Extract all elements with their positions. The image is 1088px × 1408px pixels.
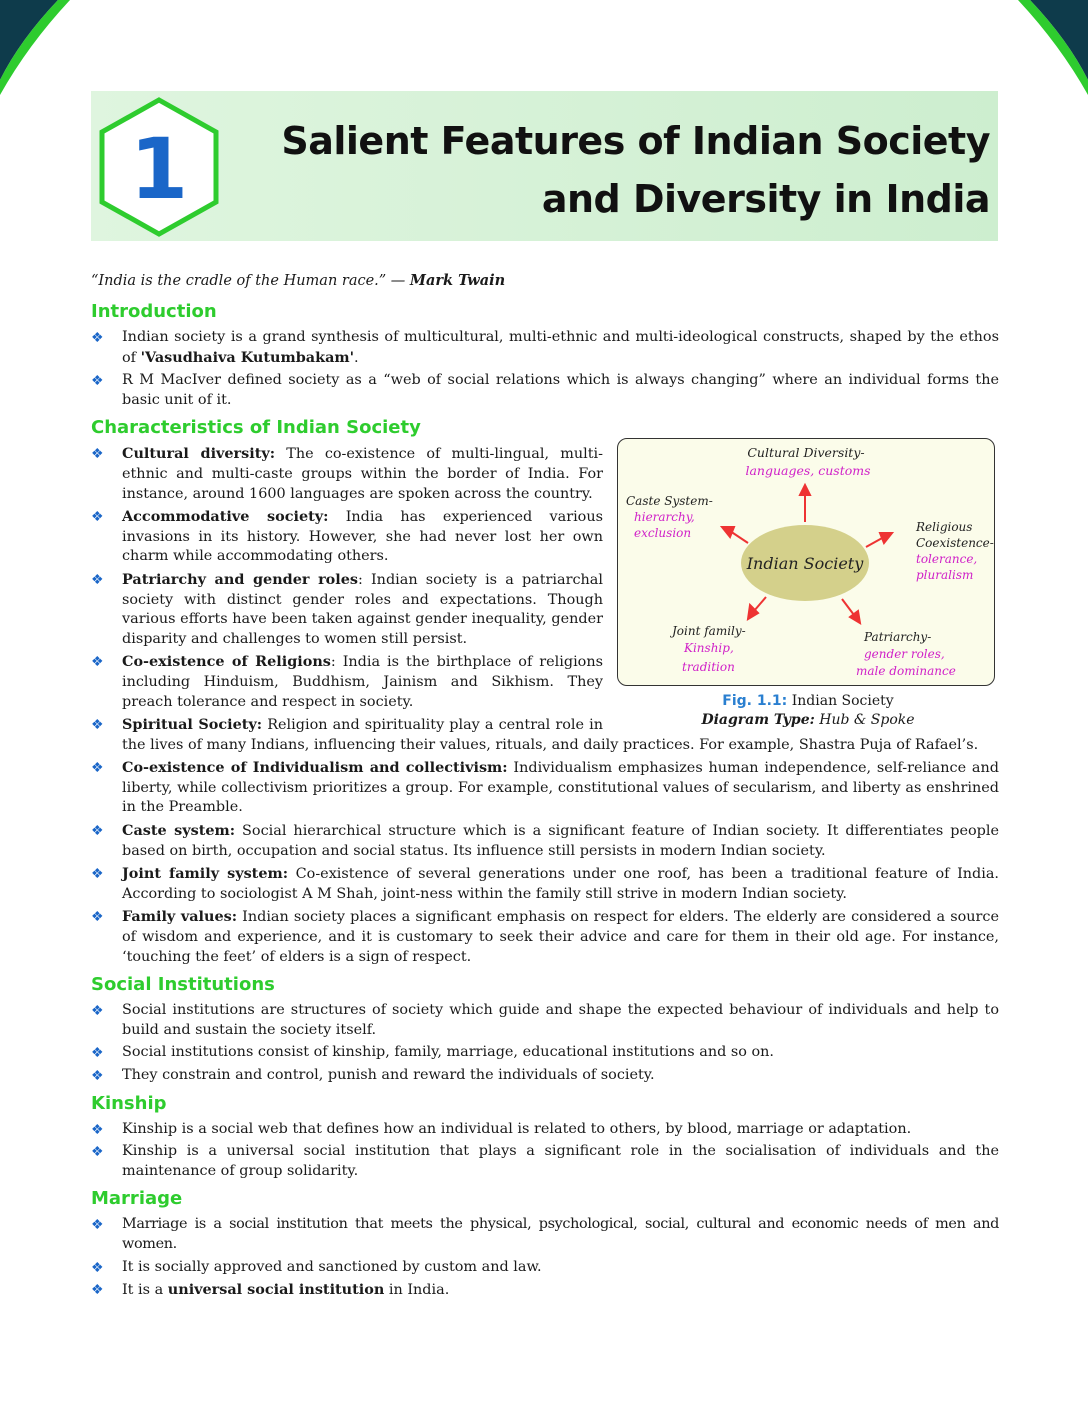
religious-sub2: pluralism	[916, 568, 974, 583]
bullet-icon: ❖	[91, 1121, 104, 1138]
caste-sub2: exclusion	[634, 526, 692, 541]
list-item: ❖ Cultural diversity: The co-existence of multi-lingual, multi-ethnic and multi-caste groups within the border of India. For instance, around 1600 languages are spoken across the country.	[91, 445, 603, 502]
main-content	[91, 300, 999, 1307]
section-heading-introduction: Introduction	[91, 301, 217, 322]
diagram-type-value: Hub & Spoke	[819, 712, 915, 729]
bullet-icon: ❖	[91, 654, 104, 671]
bullet-icon: ❖	[91, 866, 104, 883]
bullet-icon: ❖	[91, 373, 104, 390]
patriarchy-sub1: gender roles,	[864, 647, 945, 662]
introduction-list	[91, 328, 999, 410]
kinship-list	[91, 1120, 999, 1182]
bullet-icon: ❖	[91, 1068, 104, 1084]
list-item: ❖ Marriage is a social institution that meets the physical, psychological, social, cultural and economic needs of men and women.	[91, 1216, 999, 1252]
list-item: ❖ It is a universal social institution in India.	[91, 1280, 999, 1301]
epigraph-quote	[91, 272, 505, 289]
religious-sub1: tolerance,	[916, 552, 978, 567]
religious-label2: Coexistence-	[916, 536, 994, 551]
list-item: ❖ It is socially approved and sanctioned by custom and law.	[91, 1258, 999, 1278]
list-item: ❖ Kinship is a social web that defines how an individual is related to others, by blood, marriage or adaptation.	[91, 1120, 999, 1140]
bullet-icon: ❖	[91, 823, 104, 840]
bullet-icon: ❖	[91, 1003, 104, 1020]
marriage-list	[91, 1215, 999, 1300]
joint-sub2: tradition	[682, 660, 735, 675]
caste-label: Caste System-	[626, 494, 713, 509]
list-item: ❖ R M MacIver defined society as a “web of social relations which is always changing” where an individual forms the basic unit of it.	[91, 372, 999, 408]
hub-label: Indian Society	[746, 554, 864, 574]
bullet-icon: ❖	[91, 909, 104, 926]
cultural-sub: languages, customs	[745, 463, 871, 479]
chapter-title-line2: and Diversity in India	[541, 177, 990, 221]
characteristics-list	[91, 444, 999, 967]
list-item: ❖ Family values: Indian society places a significant emphasis on respect for elders. The elderly are considered a source of wisdom and experience, and it is customary to seek their advice and care for them in their old age. For instance, ‘touching the feet’ of elders is a sign of respect.	[91, 908, 999, 965]
list-item: ❖ Social institutions consist of kinship, family, marriage, educational institutions and so on.	[91, 1043, 999, 1063]
diagram-type-label: Diagram Type:	[701, 712, 815, 729]
cultural-label: Cultural Diversity-	[747, 445, 865, 461]
list-item: ❖ Social institutions are structures of society which guide and shape the expected behaviour of individuals and help to build and sustain the society itself.	[91, 1002, 999, 1038]
list-item: ❖ Spiritual Society: Religion and spirituality play a central role in the lives of many Indians, influencing their values, rituals, and daily practices. For example, Shastra Puja of Rafael’s.	[91, 716, 979, 753]
bullet-icon: ❖	[91, 509, 104, 526]
social-institutions-list	[91, 1001, 999, 1085]
list-item: ❖ They constrain and control, punish and reward the individuals of society.	[91, 1066, 999, 1086]
list-item: ❖ Accommodative society: India has experienced various invasions in its history. However, she had never lost her own charm while accommodating others.	[91, 508, 603, 565]
religious-label1: Religious	[916, 520, 973, 535]
chapter-title-line1: Salient Features of Indian Society	[281, 119, 990, 163]
quote-author: Mark Twain	[409, 272, 506, 289]
section-heading-social-institutions: Social Institutions	[91, 974, 275, 996]
patriarchy-sub2: male dominance	[856, 664, 956, 679]
joint-label: Joint family-	[672, 624, 746, 639]
bullet-icon: ❖	[91, 1259, 104, 1276]
caste-sub1: hierarchy,	[634, 510, 695, 525]
bullet-icon: ❖	[91, 330, 104, 346]
list-item: ❖ Indian society is a grand synthesis of multicultural, multi-ethnic and multi-ideological constructs, shaped by the ethos of 'Vasudhaiva Kutumbakam'.	[91, 329, 999, 366]
section-heading-marriage: Marriage	[91, 1188, 183, 1210]
quote-text: “India is the cradle of the Human race.” —	[91, 273, 406, 289]
figure-label: Fig. 1.1:	[722, 693, 788, 710]
bullet-icon: ❖	[91, 446, 104, 463]
list-item: ❖ Co-existence of Religions: India is the birthplace of religions including Hinduism, Buddhism, Jainism and Sikhism. They preach tolerance and respect in society.	[91, 653, 603, 710]
section-heading-characteristics: Characteristics of Indian Society	[91, 417, 421, 439]
list-item: ❖ Caste system: Social hierarchical structure which is a significant feature of Indian society. It differentiates people based on birth, occupation and social status. Its influence still persists in modern Indian society.	[91, 822, 1000, 859]
bullet-icon: ❖	[91, 717, 104, 734]
chapter-number: 1	[129, 120, 189, 218]
bullet-icon: ❖	[91, 571, 104, 588]
bullet-icon: ❖	[91, 1045, 104, 1062]
list-item: ❖ Patriarchy and gender roles: Indian society is a patriarchal society with distinct gender roles and expectations. Though various efforts have been taken against gender inequality, gender disparity and challenges to women still persist.	[91, 570, 603, 647]
figure-title: Indian Society	[791, 693, 894, 710]
bullet-icon: ❖	[91, 760, 104, 777]
list-item: ❖ Co-existence of Individualism and collectivism: Individualism emphasizes human independence, self-reliance and liberty, while collectivism prioritizes a group. For example, constitutional values of secularism, and liberty as enshrined in the Preamble.	[91, 759, 999, 816]
section-heading-kinship: Kinship	[91, 1092, 167, 1114]
chapter-title	[270, 112, 990, 228]
list-item: ❖ Kinship is a universal social institution that plays a significant role in the socialisation of individuals and the maintenance of group solidarity.	[91, 1143, 999, 1179]
patriarchy-label: Patriarchy-	[864, 630, 932, 645]
bullet-icon: ❖	[91, 1282, 104, 1299]
bullet-icon: ❖	[91, 1217, 104, 1234]
list-item: ❖ Joint family system: Co-existence of several generations under one roof, has been a traditional feature of India. According to sociologist A M Shah, joint-ness within the family still strive in modern Indian society.	[91, 865, 999, 902]
joint-sub1: Kinship,	[684, 641, 734, 656]
bullet-icon: ❖	[91, 1144, 104, 1161]
